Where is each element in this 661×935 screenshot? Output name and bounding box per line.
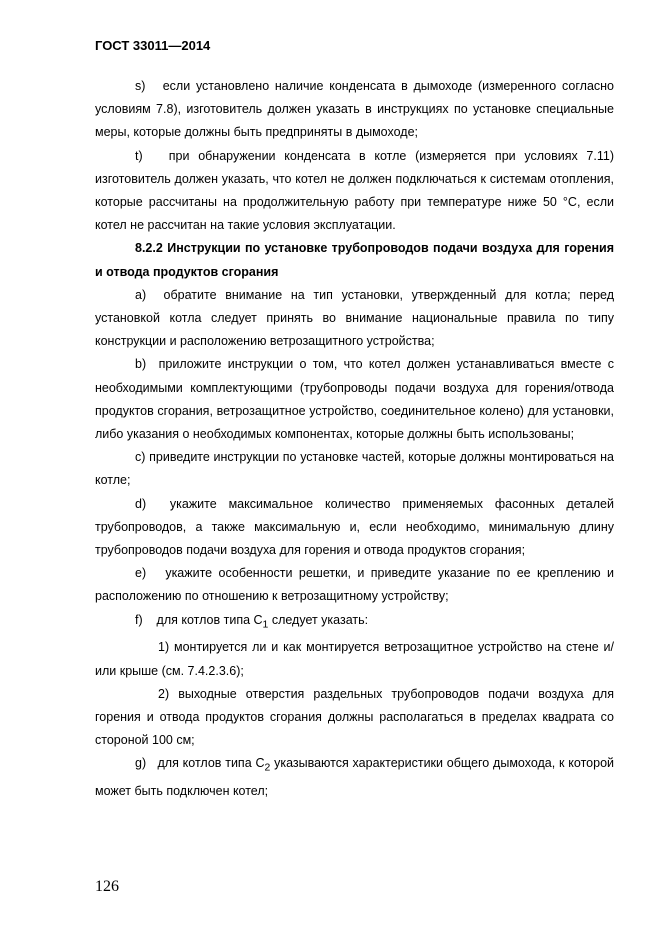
sub-item-2: [95, 683, 614, 753]
item-text: приложите инструкции о том, что котел должен устанавливаться вместе с необходимыми комплектующими (трубопроводы подачи воздуха для горения/отвода продуктов сгорания, ветрозащитное устройство, соединительное колено) для установки, либо указания о необходимых компонентах, которые должны быть использованы;: [95, 357, 614, 442]
sub-item-1: [95, 636, 614, 682]
list-item-b: [95, 353, 614, 446]
item-label: 1): [158, 640, 170, 655]
item-text: монтируется ли и как монтируется ветрозащитное устройство на стене и/или крыше (см. 7.4.2.3.6);: [95, 640, 614, 678]
item-label: d): [135, 496, 147, 511]
item-label: c): [135, 450, 146, 465]
list-item-s: [95, 75, 614, 145]
document-body: [95, 75, 614, 803]
item-label: s): [135, 79, 146, 93]
list-item-e: [95, 562, 614, 608]
subscript: 1: [262, 619, 269, 631]
document-header: ГОСТ 33011—2014: [95, 38, 211, 53]
item-text: приведите инструкции по установке частей, которые должны монтироваться на котле;: [95, 450, 614, 488]
item-label: g): [135, 756, 147, 771]
list-item-a: [95, 284, 614, 354]
item-label: f): [135, 612, 143, 627]
item-label: e): [135, 566, 147, 581]
item-label: a): [135, 287, 147, 302]
item-text-continued: указываются характеристики общего дымохода, к которой может быть подключен котел;: [95, 756, 614, 799]
item-text: обратите внимание на тип установки, утвержденный для котла; перед установкой котла следует принять во внимание национальные правила по типу конструкции и расположению ветрозащитного устройства;: [95, 287, 614, 349]
item-text: укажите максимальное количество применяемых фасонных деталей трубопроводов, а также максимальную и, если необходимо, минимальную длину трубопроводов подачи воздуха для горения и отвода продуктов сгорания;: [95, 496, 614, 558]
list-item-f: [95, 609, 614, 637]
item-text: для котлов типа C: [156, 612, 263, 627]
item-label: 2): [158, 686, 170, 701]
list-item-g: [95, 752, 614, 803]
section-title: Инструкции по установке трубопроводов подачи воздуха для горения и отвода продуктов сгорания: [95, 241, 614, 279]
subscript: 2: [264, 762, 271, 774]
item-text: укажите особенности решетки, и приведите указание по ее креплению и расположению по отношению к ветрозащитному устройству;: [95, 566, 615, 604]
item-label: t): [135, 148, 143, 163]
list-item-d: [95, 493, 614, 563]
section-heading: [95, 237, 614, 283]
item-text-continued: следует указать:: [268, 612, 369, 627]
item-text: при обнаружении конденсата в котле (измеряется при условиях 7.11) изготовитель должен указать, что котел не должен подключаться к системам отопления, которые рассчитаны на продолжительную работу при температуре ниже 50 °С, если котел не рассчитан на такие условия эксплуатации.: [95, 148, 615, 233]
item-text: если установлено наличие конденсата в дымоходе (измеренного согласно условиям 7.8), изготовитель должен указать в инструкциях по установке специальные меры, которые должны быть предприняты в дымоходе;: [95, 79, 614, 140]
page-number: 126: [95, 878, 119, 895]
item-text: выходные отверстия раздельных трубопроводов подачи воздуха для горения и отвода продуктов сгорания должны располагаться в пределах квадрата со стороной 100 см;: [95, 686, 614, 748]
item-text: для котлов типа C: [157, 756, 265, 771]
item-label: b): [135, 357, 147, 372]
section-number: 8.2.2: [135, 241, 163, 256]
list-item-t: [95, 145, 614, 238]
list-item-c: [95, 446, 614, 492]
